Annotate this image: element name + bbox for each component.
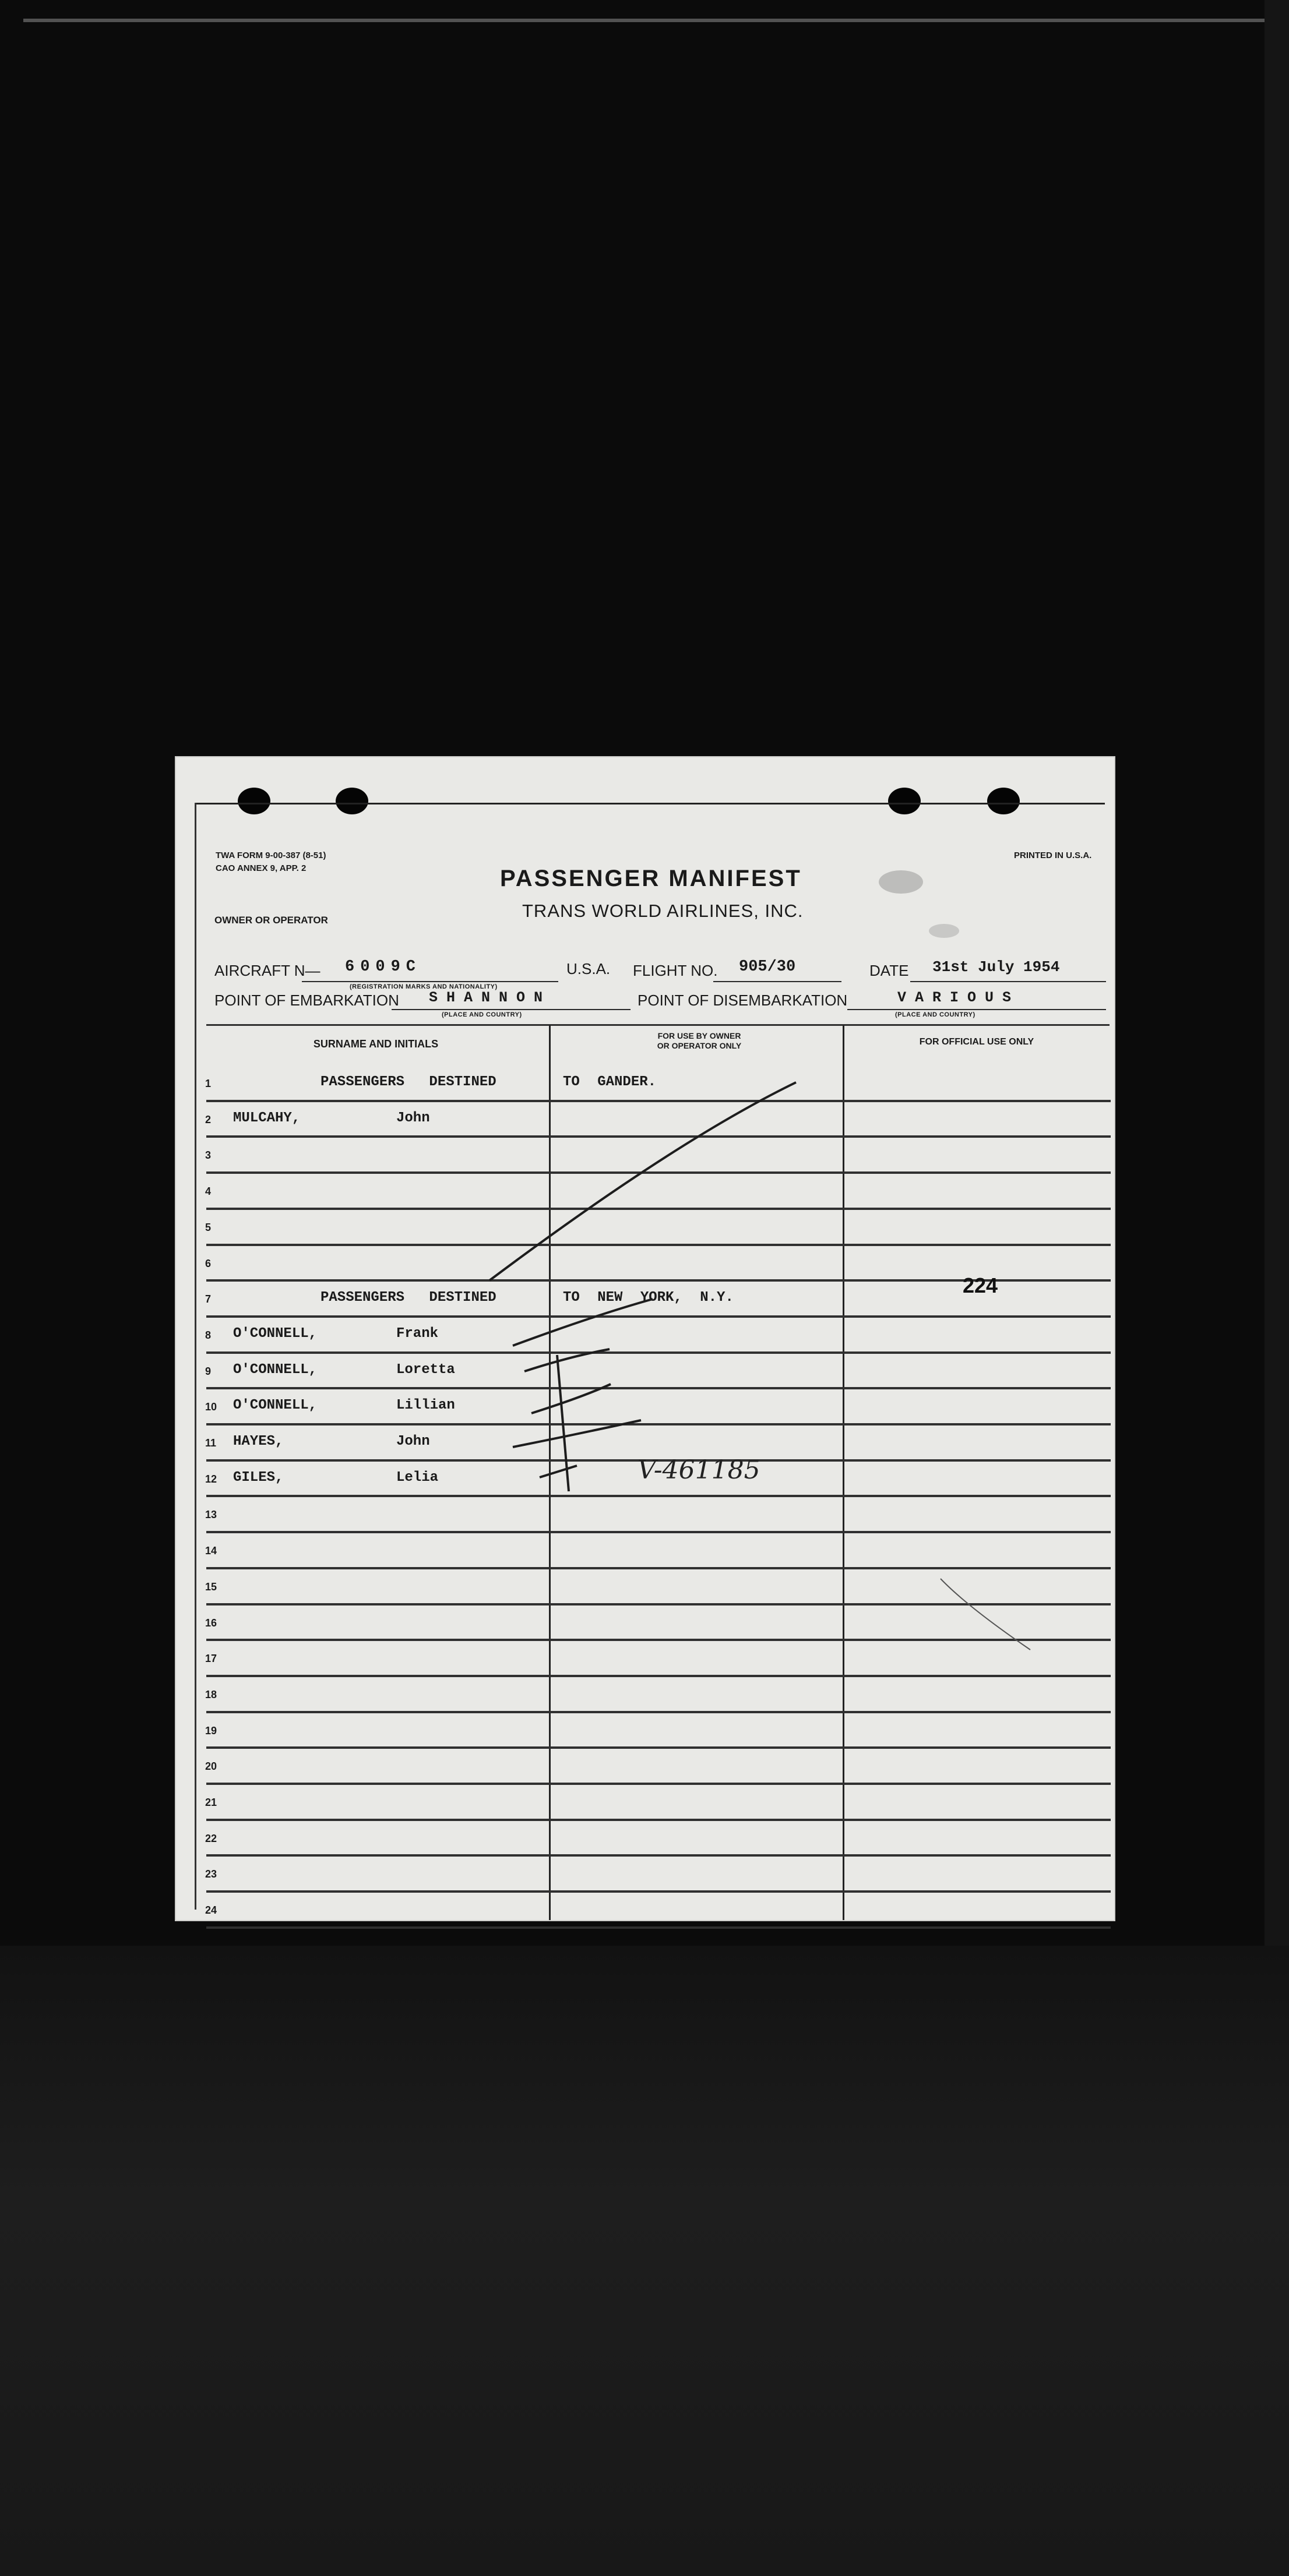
- column-header-owner-use-line1: FOR USE BY OWNER: [657, 1031, 741, 1040]
- passenger-first-name: Lelia: [396, 1470, 439, 1485]
- row-number: 17: [205, 1653, 217, 1664]
- column-header-surname: SURNAME AND INITIALS: [313, 1038, 439, 1050]
- row-number: 23: [205, 1868, 217, 1880]
- date-label: DATE: [869, 962, 909, 979]
- handwritten-marks: [175, 756, 1115, 1921]
- embarkation-label: POINT OF EMBARKATION: [214, 991, 399, 1009]
- row-number: 4: [205, 1185, 212, 1197]
- disembarkation-label: POINT OF DISEMBARKATION: [638, 991, 848, 1009]
- passenger-first-name: John: [396, 1434, 430, 1449]
- row-number: 7: [205, 1293, 212, 1305]
- passenger-surname: HAYES,: [233, 1434, 284, 1449]
- passenger-surname: O'CONNELL,: [233, 1398, 318, 1413]
- column-header-owner-use-line2: OR OPERATOR ONLY: [657, 1041, 742, 1050]
- row-number: 19: [205, 1725, 217, 1737]
- pen-stroke: [524, 1349, 610, 1371]
- row-rule: [206, 1926, 1111, 1929]
- row-number: 9: [205, 1365, 212, 1377]
- row-number: 6: [205, 1258, 212, 1269]
- passenger-first-name: PASSENGERS DESTINED: [321, 1290, 496, 1305]
- column-header-official-use: FOR OFFICIAL USE ONLY: [919, 1037, 1034, 1047]
- form-number-text: TWA FORM 9-00-387 (8-51): [216, 851, 326, 860]
- place-country-note: (PLACE AND COUNTRY): [442, 1011, 522, 1018]
- row-number: 2: [205, 1114, 212, 1125]
- passenger-first-name: John: [396, 1110, 430, 1126]
- passenger-surname: O'CONNELL,: [233, 1326, 318, 1342]
- passenger-first-name: Loretta: [396, 1362, 455, 1378]
- row-number: 13: [205, 1509, 217, 1520]
- row-number: 21: [205, 1797, 217, 1808]
- date-value: 31st July 1954: [932, 958, 1060, 976]
- flight-value: 905/30: [739, 958, 796, 976]
- row-number: 14: [205, 1545, 217, 1557]
- row-number: 18: [205, 1689, 217, 1700]
- row-number: 24: [205, 1904, 217, 1916]
- row-number: 12: [205, 1473, 217, 1485]
- passenger-surname: O'CONNELL,: [233, 1362, 318, 1378]
- row-number: 5: [205, 1222, 212, 1233]
- pen-stroke: [489, 1082, 796, 1280]
- printed-in: PRINTED IN U.S.A.: [1014, 851, 1092, 860]
- row-number: 10: [205, 1401, 217, 1413]
- passenger-surname: GILES,: [233, 1470, 284, 1485]
- manifest-page: [175, 756, 1115, 1921]
- registration-note: (REGISTRATION MARKS AND NATIONALITY): [350, 983, 498, 990]
- owner-use-note: TO NEW YORK, N.Y.: [563, 1290, 734, 1305]
- row-number: 20: [205, 1760, 217, 1772]
- row-number: 15: [205, 1581, 217, 1593]
- flight-label: FLIGHT NO.: [633, 962, 718, 979]
- owner-label: OWNER OR OPERATOR: [214, 915, 328, 926]
- handwritten-number: V-461185: [638, 1455, 760, 1485]
- passenger-first-name: PASSENGERS DESTINED: [321, 1074, 496, 1090]
- place-country-note-2: (PLACE AND COUNTRY): [895, 1011, 975, 1018]
- pen-stroke: [540, 1466, 577, 1477]
- passenger-first-name: Frank: [396, 1326, 439, 1342]
- film-background: [0, 1946, 1289, 2576]
- document-title: PASSENGER MANIFEST: [500, 866, 802, 891]
- airline-name: TRANS WORLD AIRLINES, INC.: [522, 901, 804, 921]
- official-code: 224: [963, 1273, 998, 1297]
- owner-use-note: TO GANDER.: [563, 1074, 657, 1090]
- pen-stroke: [513, 1299, 653, 1346]
- aircraft-label: AIRCRAFT N—: [214, 962, 321, 979]
- row-number: 22: [205, 1833, 217, 1844]
- row-number: 1: [205, 1078, 212, 1089]
- ink-smudge: [929, 924, 959, 938]
- pen-stroke: [941, 1579, 1030, 1650]
- ink-smudge: [879, 870, 923, 894]
- embarkation-value: S H A N N O N: [429, 989, 543, 1006]
- film-edge: [23, 19, 1270, 22]
- row-number: 16: [205, 1617, 217, 1629]
- row-number: 11: [205, 1437, 217, 1449]
- aircraft-value: 6009C: [345, 958, 422, 976]
- disembarkation-value: V A R I O U S: [897, 989, 1012, 1006]
- row-number: 3: [205, 1149, 212, 1161]
- pen-stroke: [531, 1384, 611, 1413]
- nationality: U.S.A.: [566, 960, 611, 978]
- passenger-surname: MULCAHY,: [233, 1110, 301, 1126]
- row-number: 8: [205, 1329, 212, 1341]
- cao-annex-text: CAO ANNEX 9, APP. 2: [216, 863, 307, 873]
- passenger-first-name: Lillian: [396, 1398, 455, 1413]
- pen-stroke: [513, 1420, 641, 1447]
